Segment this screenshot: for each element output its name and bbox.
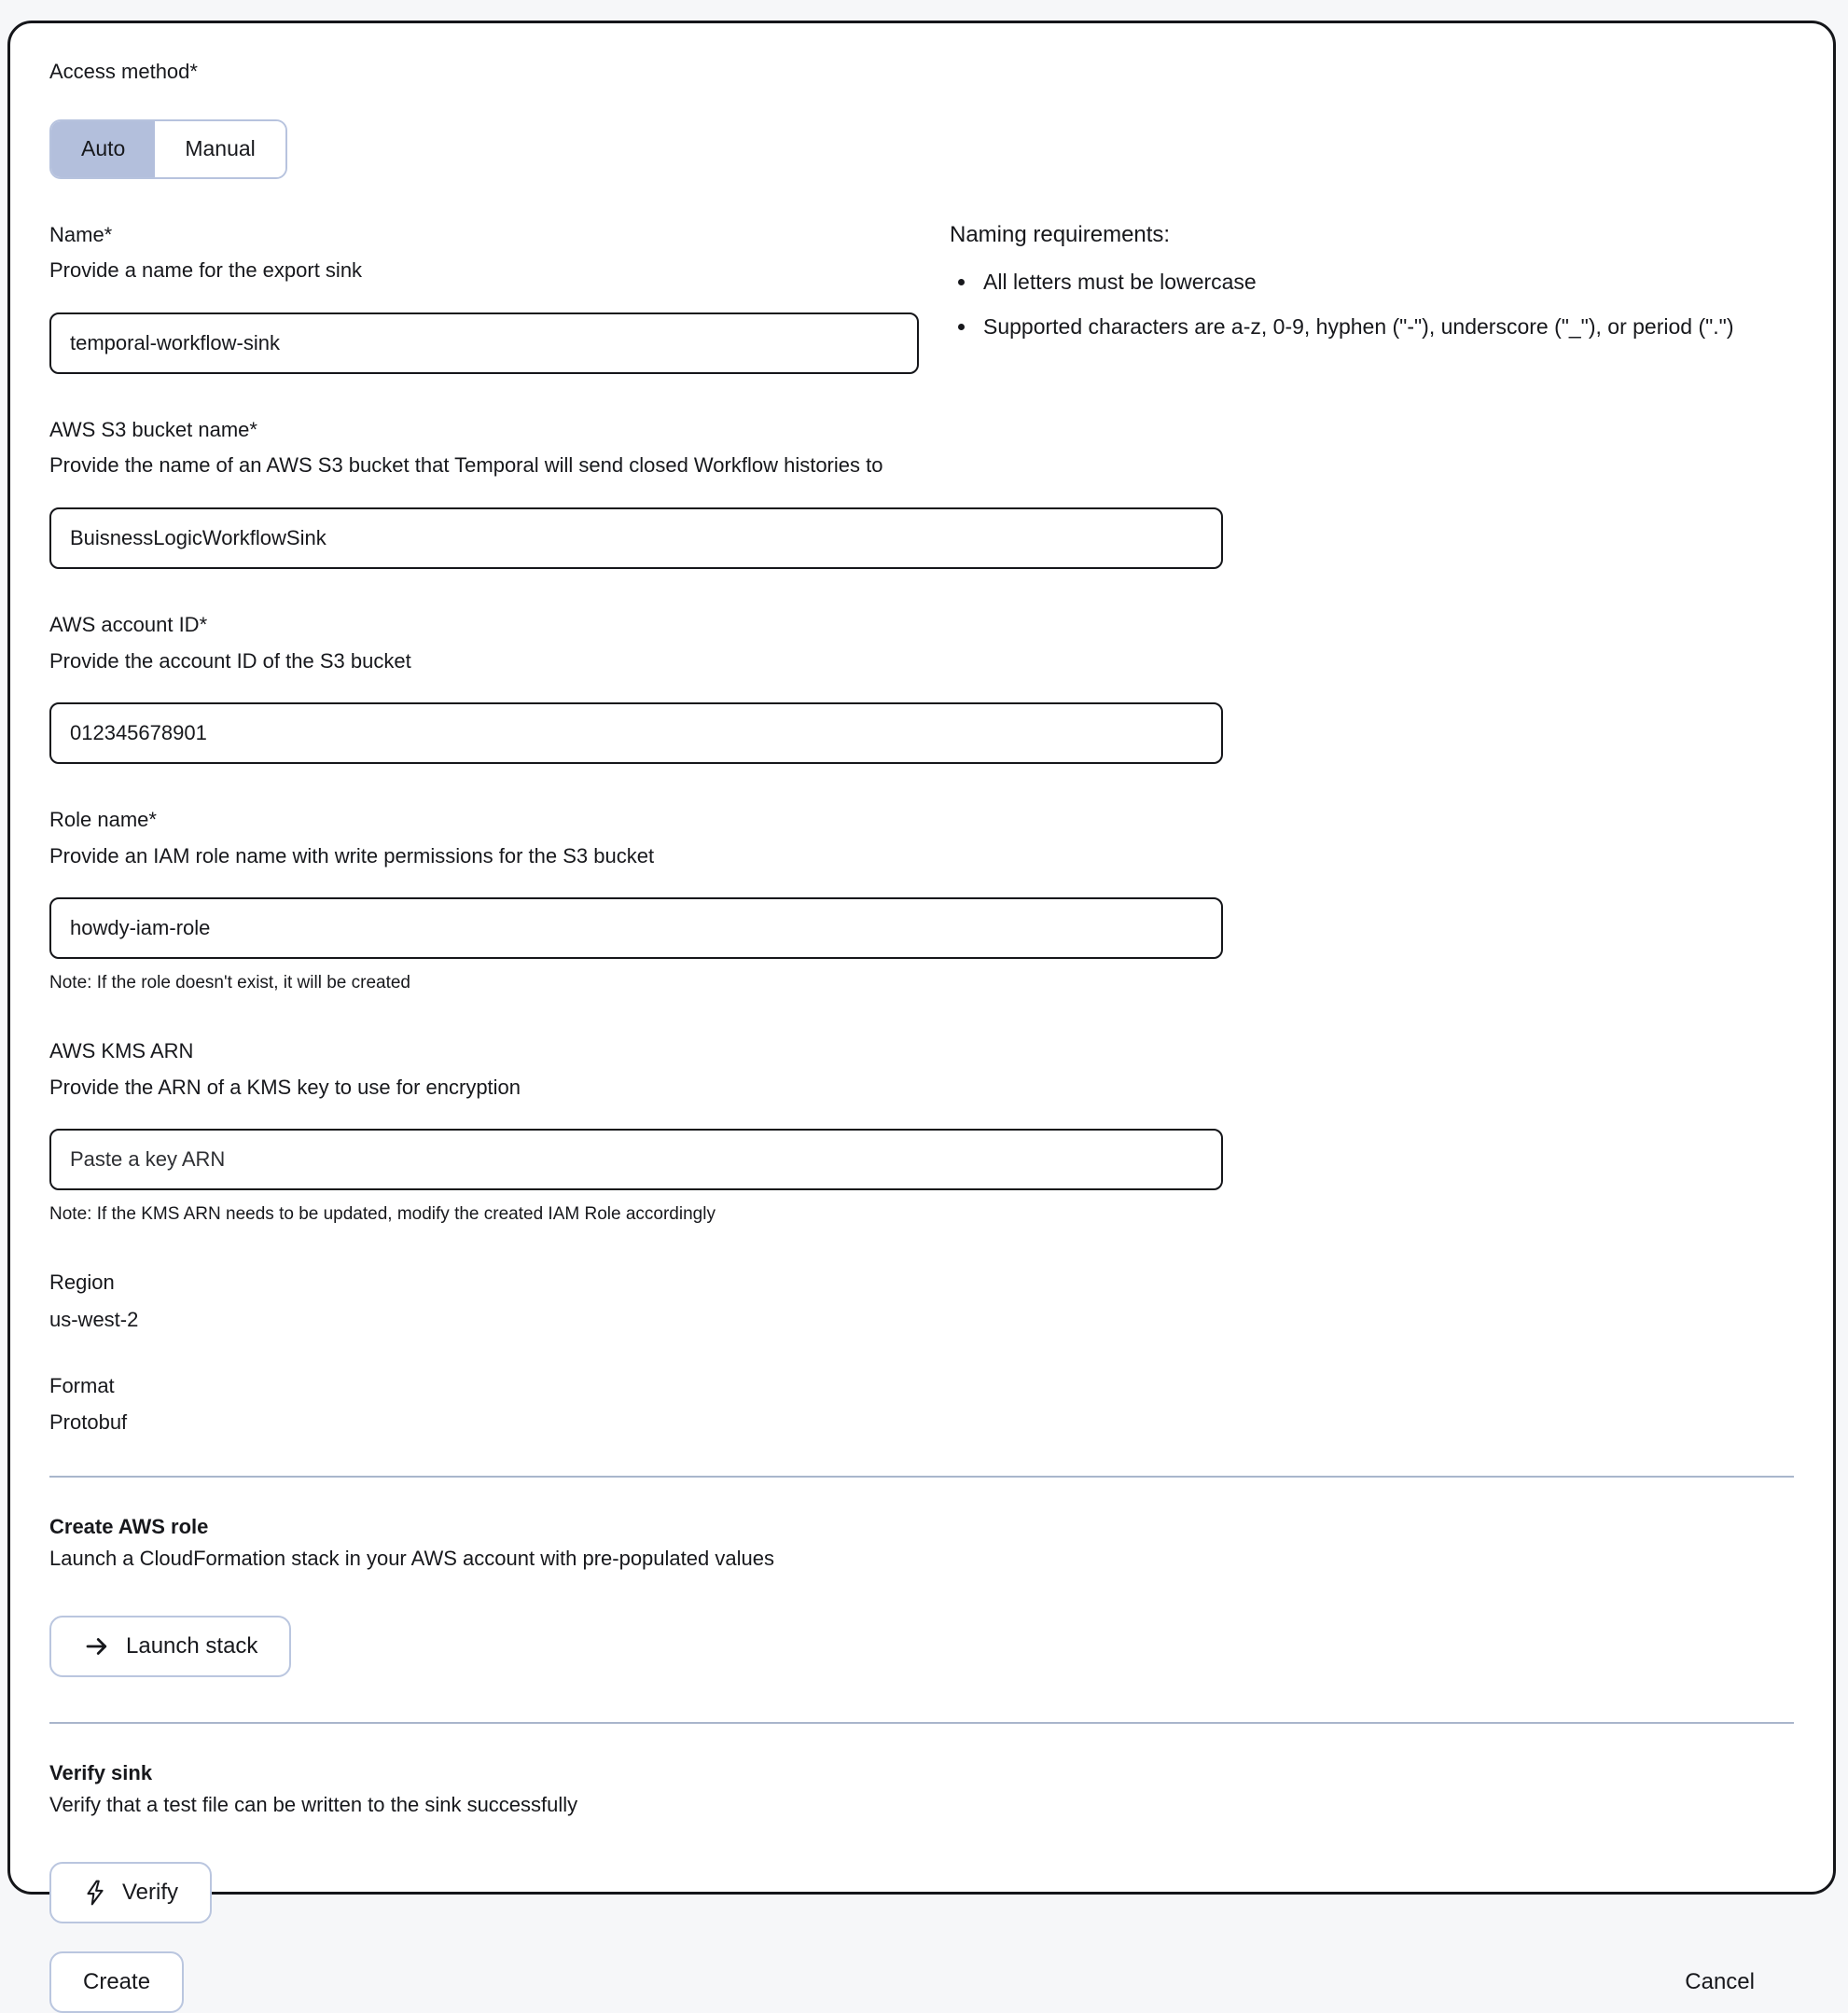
role-name-description: Provide an IAM role name with write permissions for the S3 bucket [49,843,655,868]
account-id-input[interactable] [49,702,1223,764]
kms-arn-label: AWS KMS ARN [49,1039,194,1063]
naming-requirements-title: Naming requirements: [950,221,1171,247]
s3-bucket-input[interactable] [49,507,1223,569]
role-name-field-group [49,807,1794,995]
name-description: Provide a name for the export sink [49,258,363,283]
naming-requirement-item: • Supported characters are a-z, 0-9, hyphen ("-"), underscore ("_"), or period (".") [978,312,1794,341]
create-aws-role-title: Create AWS role [49,1515,209,1539]
create-aws-role-description: Launch a CloudFormation stack in your AWS account with pre-populated values [49,1547,774,1571]
region-value: us-west-2 [49,1307,139,1331]
s3-bucket-field-group [49,417,1794,569]
format-group [49,1373,1794,1436]
account-id-label: AWS account ID* [49,612,208,636]
kms-arn-input[interactable] [49,1129,1223,1190]
account-id-field-group [49,612,1794,764]
create-button-label: Create [83,1969,151,1995]
arrow-right-icon [83,1632,111,1660]
region-label: Region [49,1270,115,1294]
format-value: Protobuf [49,1410,128,1435]
export-sink-form-card [7,21,1836,1995]
section-divider [49,1476,1794,1478]
region-group [49,1270,1794,1332]
naming-requirements [950,222,1794,417]
name-field-group [49,222,922,374]
form-footer [49,1951,1794,2013]
kms-arn-field-group [49,1038,1794,1227]
name-label: Name* [49,222,113,246]
format-label: Format [49,1373,115,1397]
account-id-description: Provide the account ID of the S3 bucket [49,648,411,673]
access-method-label: Access method* [49,60,198,83]
s3-bucket-label: AWS S3 bucket name* [49,417,257,441]
access-method-option-manual[interactable]: Manual [155,121,285,177]
create-button[interactable] [49,1951,184,2013]
role-name-input[interactable] [49,897,1223,959]
launch-stack-button-label: Launch stack [126,1633,258,1659]
kms-arn-description: Provide the ARN of a KMS key to use for encryption [49,1075,521,1099]
verify-sink-description: Verify that a test file can be written to the sink successfully [49,1793,578,1817]
kms-arn-note: Note: If the KMS ARN needs to be updated, modify the created IAM Role accordingly [49,1204,716,1225]
role-name-note: Note: If the role doesn't exist, it will be created [49,973,410,993]
cancel-button[interactable]: Cancel [1679,1968,1760,1996]
naming-requirements-list [950,267,1794,341]
access-method-toggle [49,119,287,179]
section-divider [49,1722,1794,1724]
verify-button-label: Verify [122,1880,179,1906]
role-name-label: Role name* [49,808,157,832]
access-method-option-auto[interactable]: Auto [51,121,155,177]
verify-button[interactable] [49,1862,212,1923]
name-input[interactable] [49,312,919,374]
launch-stack-button[interactable] [49,1616,291,1677]
verify-sink-title: Verify sink [49,1761,153,1785]
naming-requirement-item: • All letters must be lowercase [978,267,1794,297]
s3-bucket-description: Provide the name of an AWS S3 bucket that Temporal will send closed Workflow histories to [49,453,883,478]
lightning-icon [83,1880,107,1906]
